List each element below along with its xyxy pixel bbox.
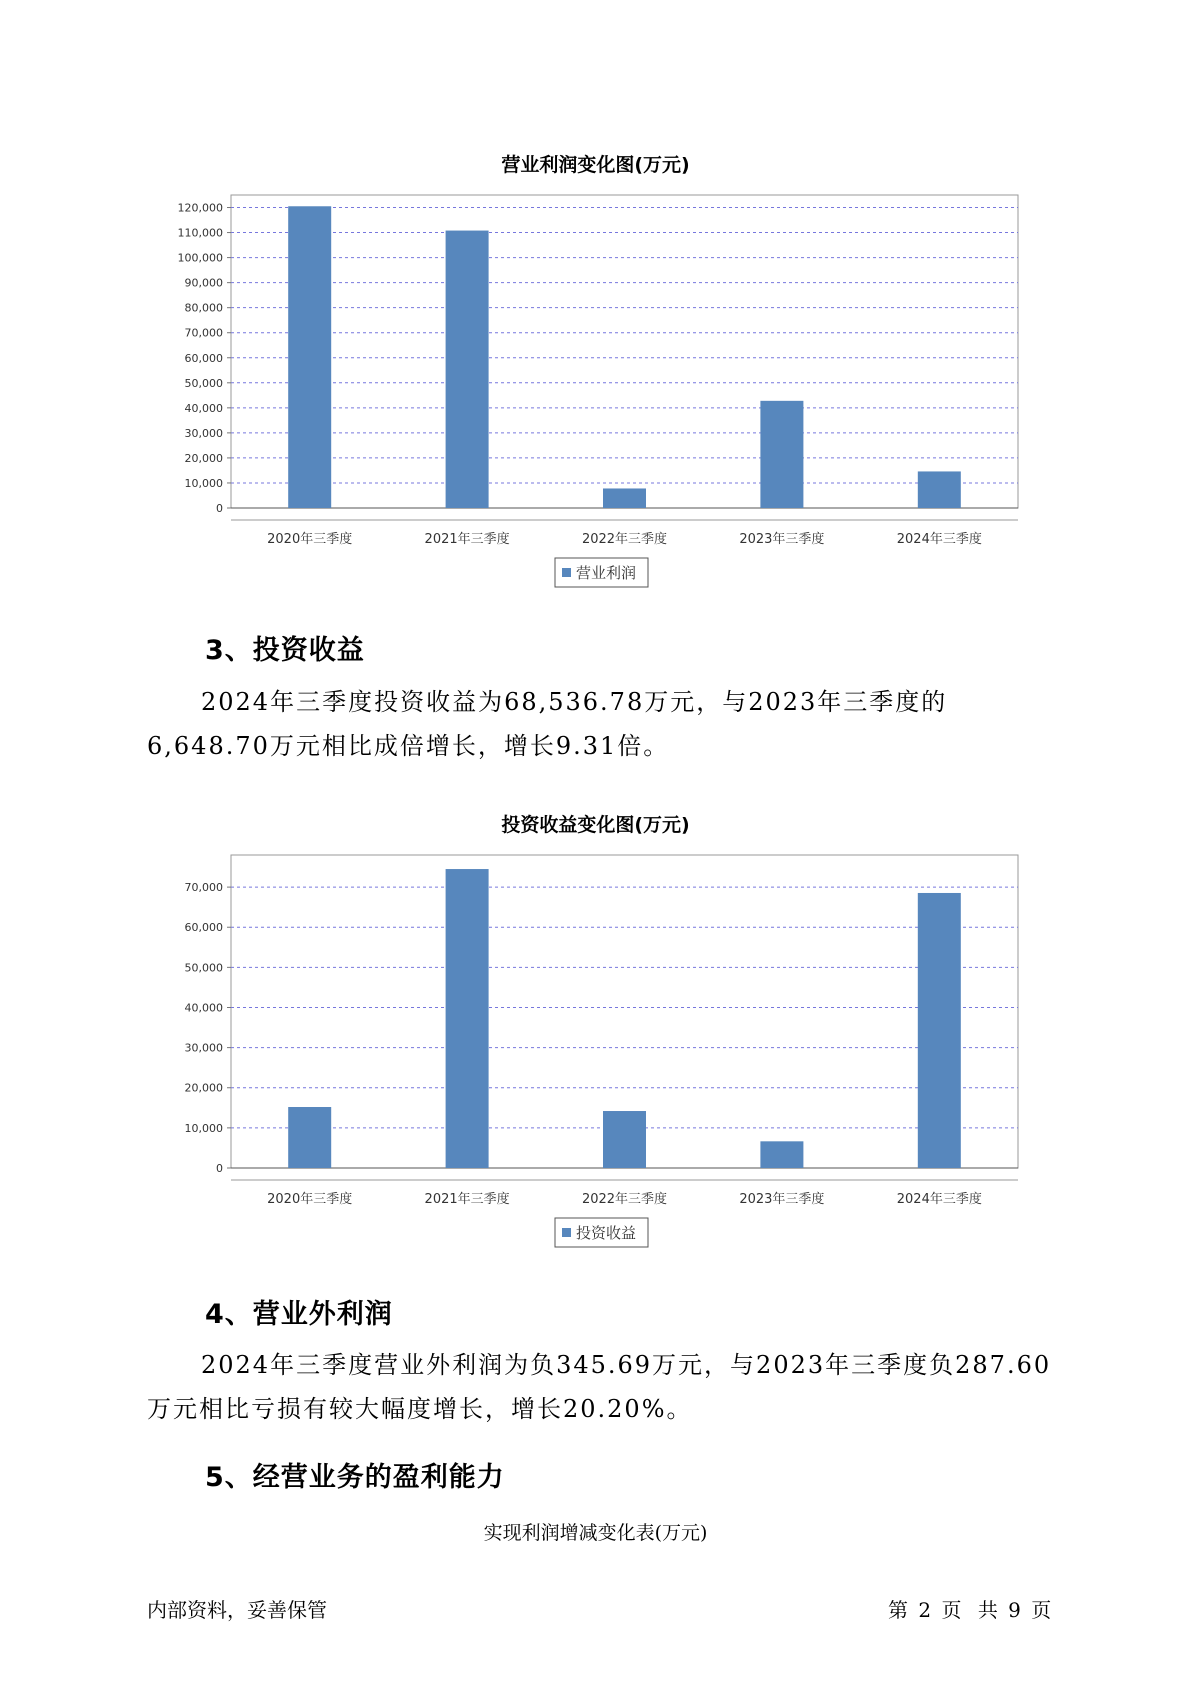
footer-total-pages: 共 9 页 [977,1598,1052,1622]
bar [760,401,803,508]
plot-area [231,195,1018,508]
operating-profit-chart [0,190,1191,600]
y-tick-label: 0 [216,1162,223,1175]
y-tick-label: 30,000 [184,1041,223,1055]
y-tick-label: 50,000 [184,376,223,390]
bar [288,1107,331,1168]
y-tick-label: 70,000 [184,881,223,895]
y-tick-label: 10,000 [184,1121,223,1135]
bar [603,488,646,508]
y-tick-label: 0 [216,502,223,515]
section-3-heading: 3、投资收益 [205,635,365,666]
x-tick-label: 2022年三季度 [581,1192,668,1207]
legend-swatch [562,568,571,577]
y-tick-label: 60,000 [184,921,223,935]
y-tick-label: 40,000 [184,401,223,415]
x-tick-label: 2020年三季度 [267,532,353,547]
section-4-heading: 4、营业外利润 [205,1299,393,1330]
bar [446,231,489,508]
table-caption: 实现利润增减变化表(万元) [483,1522,708,1544]
y-tick-label: 70,000 [184,326,223,340]
legend-label: 营业利润 [576,564,637,582]
x-tick-label: 2021年三季度 [424,1192,510,1207]
y-tick-label: 90,000 [184,276,223,290]
x-tick-label: 2024年三季度 [896,532,982,547]
bar [446,869,489,1168]
bar [760,1141,803,1168]
bar [603,1111,646,1168]
y-tick-label: 80,000 [184,301,223,315]
footer-page-info [888,1594,1057,1623]
y-tick-label: 120,000 [177,201,223,215]
x-tick-label: 2023年三季度 [739,1192,825,1207]
y-tick-label: 100,000 [177,251,223,265]
y-tick-label: 40,000 [184,1001,223,1015]
y-tick-label: 30,000 [184,426,223,440]
y-tick-label: 20,000 [184,451,223,465]
chart1-title: 营业利润变化图(万元) [501,154,690,176]
section-3-paragraph: 2024年三季度投资收益为68,536.78万元，与2023年三季度的6,648.70万元相比成倍增长，增长9.31倍。 [147,688,948,760]
bar [918,471,961,508]
y-tick-label: 60,000 [184,351,223,365]
legend-label: 投资收益 [576,1224,637,1242]
y-tick-label: 50,000 [184,961,223,975]
bar [918,893,961,1168]
bar [288,206,331,508]
x-tick-label: 2022年三季度 [581,532,668,547]
investment-income-chart [0,850,1191,1260]
y-tick-label: 110,000 [177,226,223,240]
chart2-title: 投资收益变化图(万元) [501,814,690,836]
x-tick-label: 2021年三季度 [424,532,510,547]
section-5-heading: 5、经营业务的盈利能力 [205,1462,505,1493]
footer-confidential-note: 内部资料，妥善保管 [147,1598,327,1622]
x-tick-label: 2020年三季度 [267,1192,353,1207]
y-tick-label: 10,000 [184,476,223,490]
x-tick-label: 2023年三季度 [739,532,825,547]
footer-page-number: 第 2 页 [888,1598,962,1622]
x-tick-label: 2024年三季度 [896,1192,982,1207]
section-4-paragraph: 2024年三季度营业外利润为负345.69万元，与2023年三季度负287.60万元相比亏损有较大幅度增长，增长20.20%。 [147,1351,1052,1423]
y-tick-label: 20,000 [184,1081,223,1095]
legend-swatch [562,1228,571,1237]
